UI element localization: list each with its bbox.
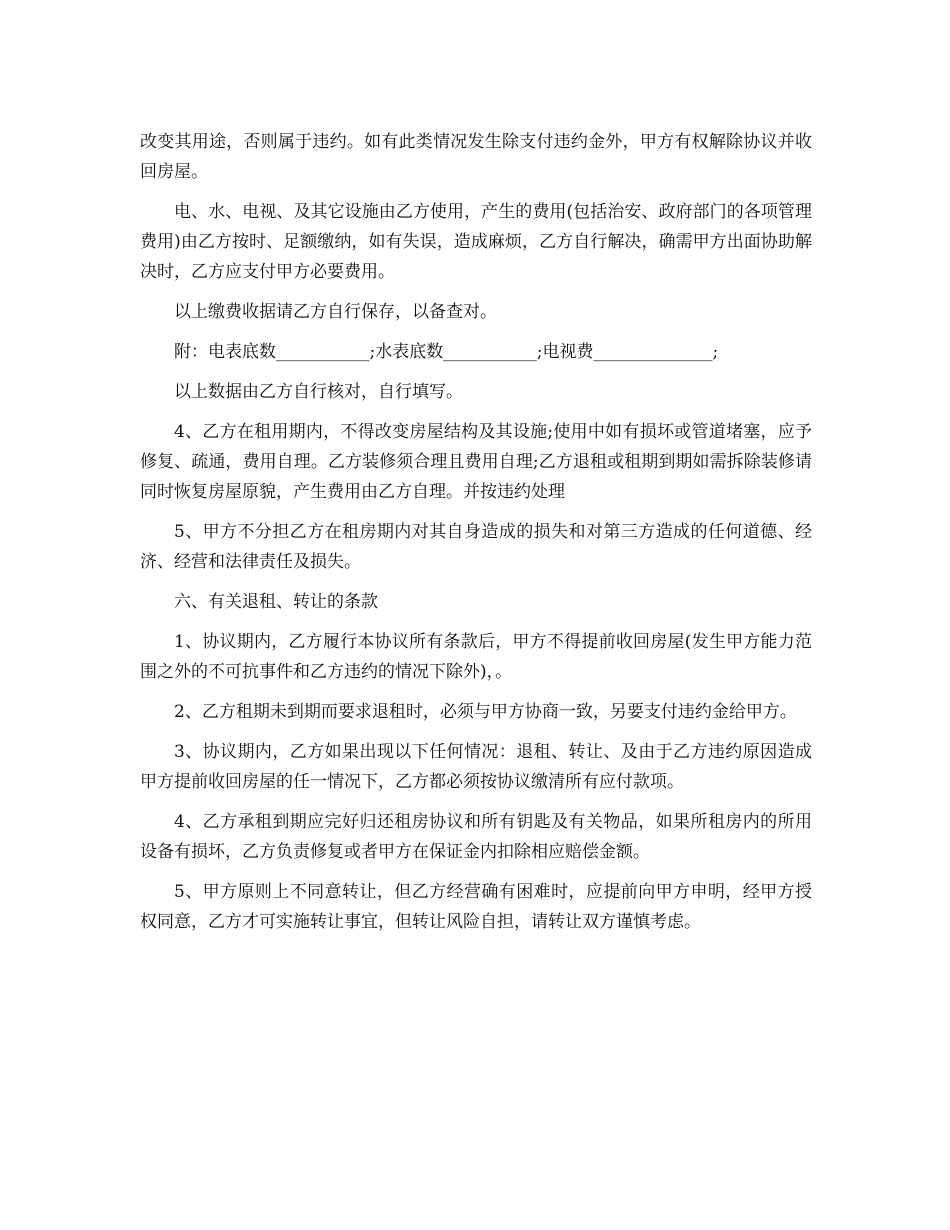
paragraph-six-4: 4、乙方承租到期应完好归还租房协议和所有钥匙及有关物品，如果所租房内的所用设备有损坏，乙方负责修复或者甲方在保证金内扣除相应赔偿金额。: [140, 812, 812, 862]
paragraph-six-2: 2、乙方租期未到期而要求退租时，必须与甲方协商一致，另要支付违约金给甲方。: [174, 702, 797, 722]
paragraph-six-1: 1、协议期内，乙方履行本协议所有条款后，甲方不得提前收回房屋(发生甲方能力范围之外的不可抗事件和乙方违约的情况下除外)，。: [140, 632, 812, 682]
paragraph-six-3: 3、协议期内，乙方如果出现以下任何情况：退租、转让、及由于乙方违约原因造成甲方提前收回房屋的任一情况下，乙方都必须按协议缴清所有应付款项。: [140, 742, 812, 792]
paragraph-continuation: 改变其用途，否则属于违约。如有此类情况发生除支付违约金外，甲方有权解除协议并收回房屋。: [140, 132, 812, 182]
paragraph-utilities: 电、水、电视、及其它设施由乙方使用，产生的费用(包括治安、政府部门的各项管理费用)由乙方按时、足额缴纳，如有失误，造成麻烦，乙方自行解决，确需甲方出面协助解决时，乙方应支付甲方必要费用。: [140, 202, 812, 282]
paragraph-six-5: 5、甲方原则上不同意转让，但乙方经营确有困难时，应提前向甲方申明，经甲方授权同意，乙方才可实施转让事宜，但转让风险自担，请转让双方谨慎考虑。: [140, 882, 812, 932]
document-body: [140, 127, 812, 947]
paragraph-meter-readings: 附：电表底数___________;水表底数___________;电视费______________;: [174, 342, 719, 362]
paragraph-receipts: 以上缴费收据请乙方自行保存，以备查对。: [174, 302, 497, 322]
paragraph-self-check: 以上数据由乙方自行核对，自行填写。: [174, 382, 463, 402]
section-heading-six: 六、有关退租、转让的条款: [174, 592, 378, 612]
paragraph-clause-5: 5、甲方不分担乙方在租房期内对其自身造成的损失和对第三方造成的任何道德、经济、经营和法律责任及损失。: [140, 522, 812, 572]
paragraph-clause-4: 4、乙方在租用期内，不得改变房屋结构及其设施;使用中如有损坏或管道堵塞，应予修复、疏通，费用自理。乙方装修须合理且费用自理;乙方退租或租期到期如需拆除装修请同时恢复房屋原貌，产生费用由乙方自理。并按违约处理: [140, 422, 812, 502]
